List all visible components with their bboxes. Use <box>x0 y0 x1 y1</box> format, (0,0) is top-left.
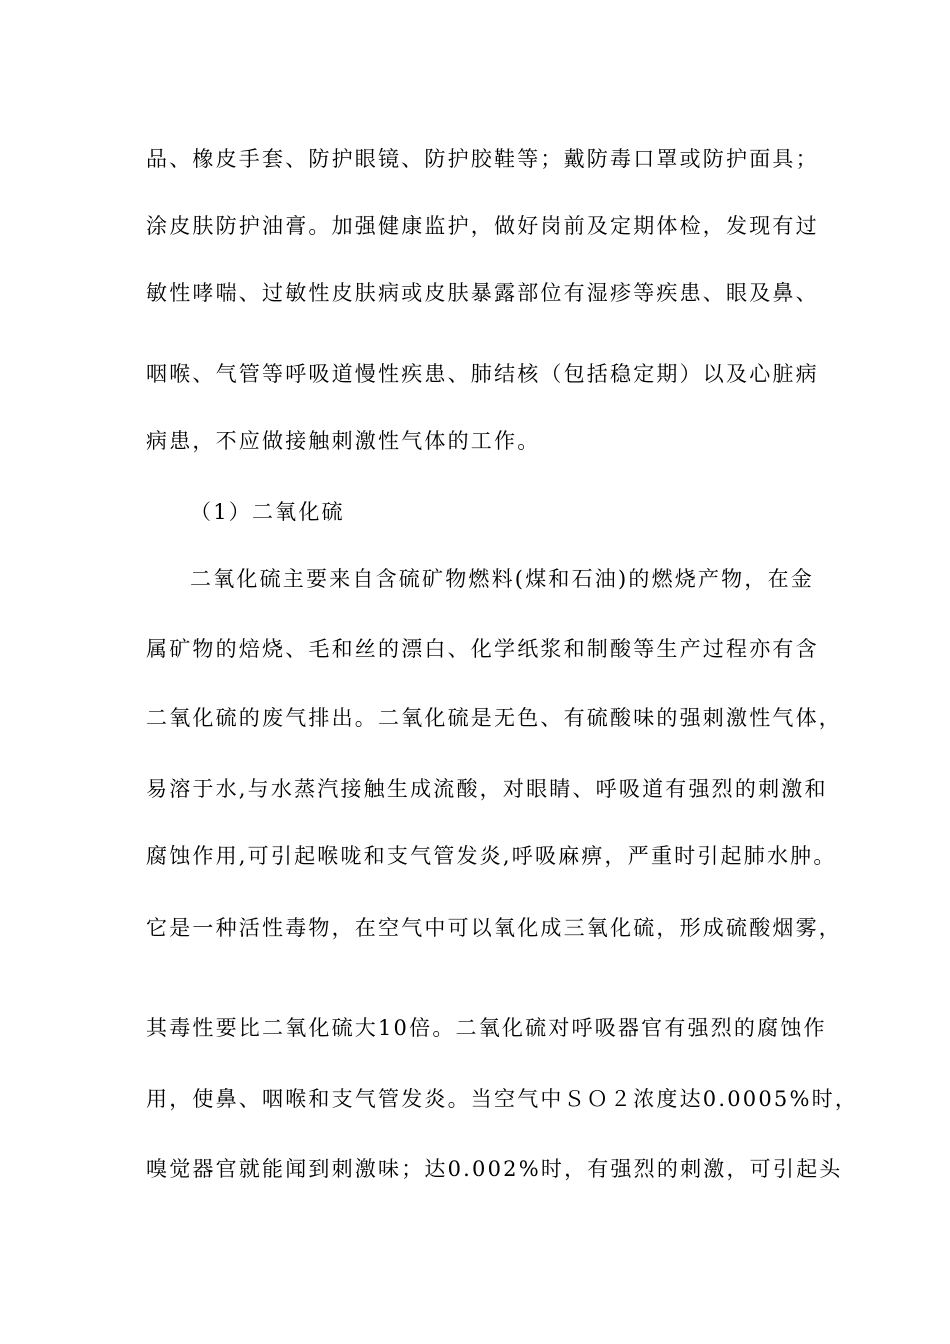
text-line: 其毒性要比二氧化硫大10倍。二氧化硫对呼吸器官有强烈的腐蚀作 <box>146 1016 827 1040</box>
text-line: 它是一种活性毒物，在空气中可以氧化成三氧化硫，形成硫酸烟雾， <box>146 916 842 940</box>
text-line: 嗅觉器官就能闻到刺激味；达0.002%时，有强烈的刺激，可引起头 <box>146 1157 843 1181</box>
text-line: 易溶于水,与水蒸汽接触生成流酸，对眼睛、呼吸道有强烈的刺激和 <box>146 777 828 801</box>
section-heading: （1）二氧化硫 <box>190 500 345 524</box>
text-line: 用，使鼻、咽喉和支气管发炎。当空气中ＳＯ２浓度达0.0005%时， <box>146 1087 859 1111</box>
text-line: 腐蚀作用,可引起喉咙和支气管发炎,呼吸麻痹，严重时引起肺水肿。 <box>146 844 837 868</box>
text-line: 咽喉、气管等呼吸道慢性疾患、肺结核（包括稳定期）以及心脏病 <box>146 362 819 386</box>
paragraph-first-line: 二氧化硫主要来自含硫矿物燃料(煤和石油)的燃烧产物，在金 <box>190 567 814 591</box>
text-line: 属矿物的焙烧、毛和丝的漂白、化学纸浆和制酸等生产过程亦有含 <box>146 637 819 661</box>
text-line: 二氧化硫的废气排出。二氧化硫是无色、有硫酸味的强刺激性气体， <box>146 706 842 730</box>
text-line: 品、橡皮手套、防护眼镜、防护胶鞋等；戴防毒口罩或防护面具； <box>146 147 819 171</box>
text-line: 涂皮肤防护油膏。加强健康监护，做好岗前及定期体检，发现有过 <box>146 214 819 238</box>
text-line: 病患，不应做接触刺激性气体的工作。 <box>146 429 541 453</box>
text-line: 敏性哮喘、过敏性皮肤病或皮肤暴露部位有湿疹等疾患、眼及鼻、 <box>146 281 819 305</box>
